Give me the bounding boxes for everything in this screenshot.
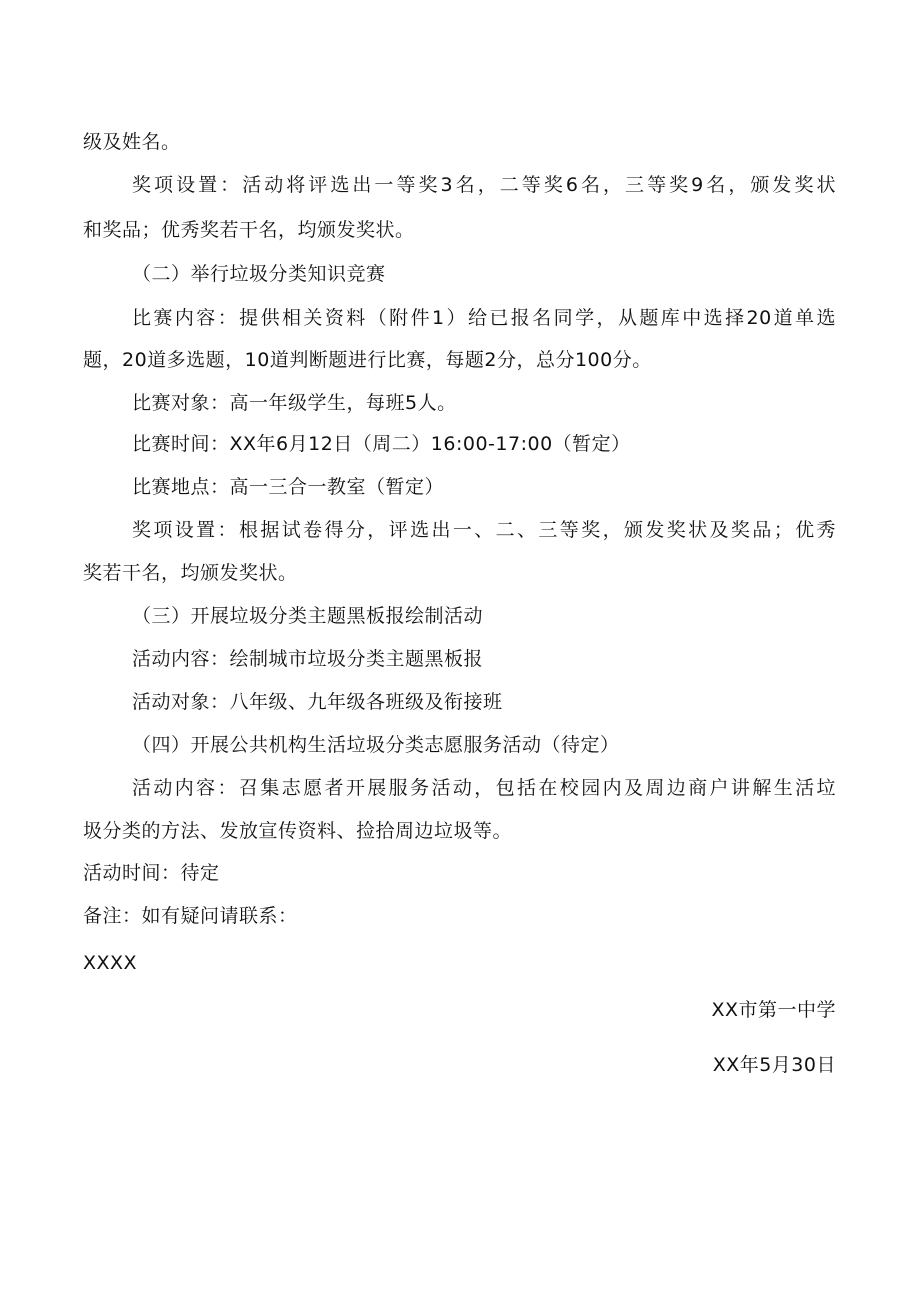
text-line-contest-content: 比赛内容：提供相关资料（附件1）给已报名同学，从题库中选择20道单选 [132,307,836,329]
section-heading-2: （二）举行垃圾分类知识竞赛 [132,263,386,285]
text-line-contest-time: 比赛时间：XX年6月12日（周二）16:00-17:00（暂定） [132,433,631,455]
text-line-award-setting-2-cont: 奖若干名，均颁发奖状。 [83,562,298,584]
text-line-remark: 备注：如有疑问请联系： [83,905,298,927]
text-line-contest-target: 比赛对象：高一年级学生，每班5人。 [132,392,457,414]
text-line-continuation-name: 级及姓名。 [83,131,181,153]
text-line-activity-target-3: 活动对象：八年级、九年级各班级及衔接班 [132,691,503,713]
text-line-award-setting-2: 奖项设置：根据试卷得分，评选出一、二、三等奖，颁发奖状及奖品；优秀 [132,519,836,541]
text-line-contest-content-cont: 题，20道多选题，10道判断题进行比赛，每题2分，总分100分。 [83,349,652,371]
section-heading-4: （四）开展公共机构生活垃圾分类志愿服务活动（待定） [132,734,620,756]
text-line-activity-time: 活动时间：待定 [83,862,220,884]
text-line-contest-location: 比赛地点：高一三合一教室（暂定） [132,476,445,498]
text-line-award-setting-1: 奖项设置：活动将评选出一等奖3名，二等奖6名，三等奖9名，颁发奖状 [132,174,836,196]
text-line-award-setting-1-cont: 和奖品；优秀奖若干名，均颁发奖状。 [83,219,415,241]
signature-school: XX市第一中学 [711,999,836,1021]
text-line-activity-content-4: 活动内容：召集志愿者开展服务活动，包括在校园内及周边商户讲解生活垃 [132,777,836,799]
text-line-activity-content-4-cont: 圾分类的方法、发放宣传资料、捡拾周边垃圾等。 [83,820,513,842]
text-line-contact: XXXX [83,952,138,974]
section-heading-3: （三）开展垃圾分类主题黑板报绘制活动 [132,605,484,627]
signature-date: XX年5月30日 [712,1054,836,1076]
text-line-activity-content-3: 活动内容：绘制城市垃圾分类主题黑板报 [132,648,484,670]
